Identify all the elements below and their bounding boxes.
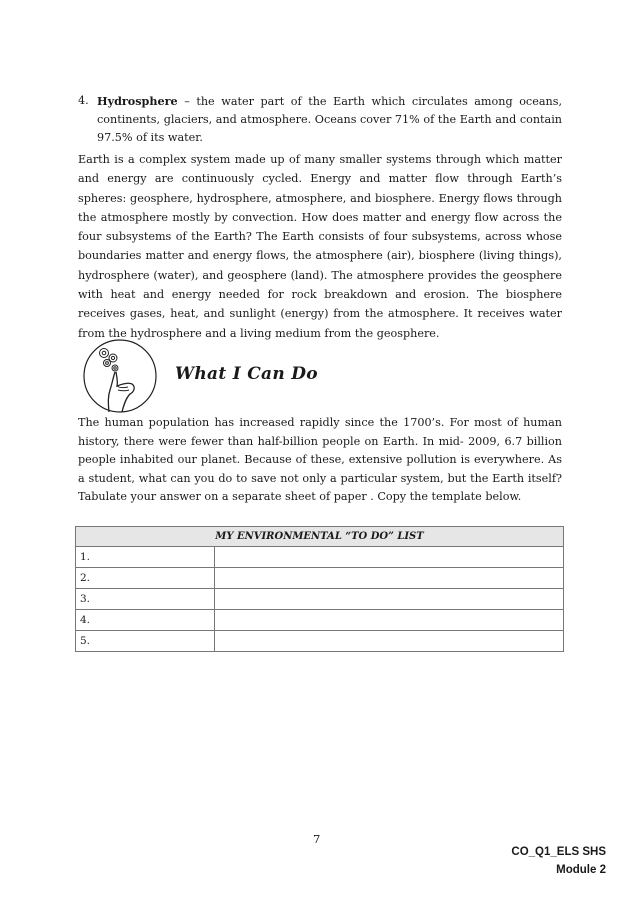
- list-number: 4.: [78, 94, 89, 107]
- row-number: 3.: [76, 589, 215, 610]
- table-row: [76, 589, 564, 610]
- row-number: 4.: [76, 610, 215, 631]
- term-hydrosphere: Hydrosphere: [97, 94, 178, 108]
- row-entry: [215, 547, 564, 568]
- page-number: 7: [313, 832, 321, 846]
- table-row: [76, 568, 564, 589]
- footer-module: Module 2: [556, 864, 606, 876]
- row-number: 1.: [76, 547, 215, 568]
- footer-code-block: [511, 843, 606, 879]
- term-definition: – the water part of the Earth which circulates among oceans, continents, glaciers, and atmosphere. Oceans cover 71% of the Earth and contain 97.5% of its water.: [97, 95, 562, 144]
- table-header: MY ENVIRONMENTAL “TO DO” LIST: [76, 527, 564, 547]
- todo-list-table: [75, 526, 564, 652]
- table-header-row: [76, 527, 564, 547]
- row-entry: [215, 631, 564, 652]
- paragraph-population: The human population has increased rapidly since the 1700’s. For most of human history, there were fewer than half-billion people on Earth. In mid- 2009, 6.7 billion people inhabited our planet. Because of these, extensive pollution is everywhere. As a student, what can you do to save not only a particular system, but the Earth itself? Tabulate your answer on a separate sheet of paper . Copy the template below.: [78, 416, 562, 504]
- footer-code: CO_Q1_ELS SHS: [511, 846, 606, 858]
- row-entry: [215, 610, 564, 631]
- row-entry: [215, 568, 564, 589]
- row-entry: [215, 589, 564, 610]
- row-number: 2.: [76, 568, 215, 589]
- paragraph-earth-system: Earth is a complex system made up of many smaller systems through which matter and energy are continuously cycled. Energy and matter flow through Earth’s spheres: geosphere, hydrosphere, atmosphere, and biosphere. Energy flows through the atmosphere mostly by convection. How does matter and energy flow across the four subsystems of the Earth? The Earth consists of four subsystems, across whose boundaries matter and energy flows, the atmosphere (air), biosphere (living things), hydrosphere (water), and geosphere (land). The atmosphere provides the geosphere with heat and energy needed for rock breakdown and erosion. The biosphere receives gases, heat, and sunlight (energy) from the atmosphere. It receives water from the hydrosphere and a living medium from the geosphere.: [78, 153, 562, 340]
- list-item-hydrosphere: [78, 92, 562, 147]
- table-row: [76, 631, 564, 652]
- table-row: [76, 547, 564, 568]
- hand-gears-icon: [82, 338, 158, 414]
- row-number: 5.: [76, 631, 215, 652]
- section-title: What I Can Do: [175, 364, 318, 384]
- table-row: [76, 610, 564, 631]
